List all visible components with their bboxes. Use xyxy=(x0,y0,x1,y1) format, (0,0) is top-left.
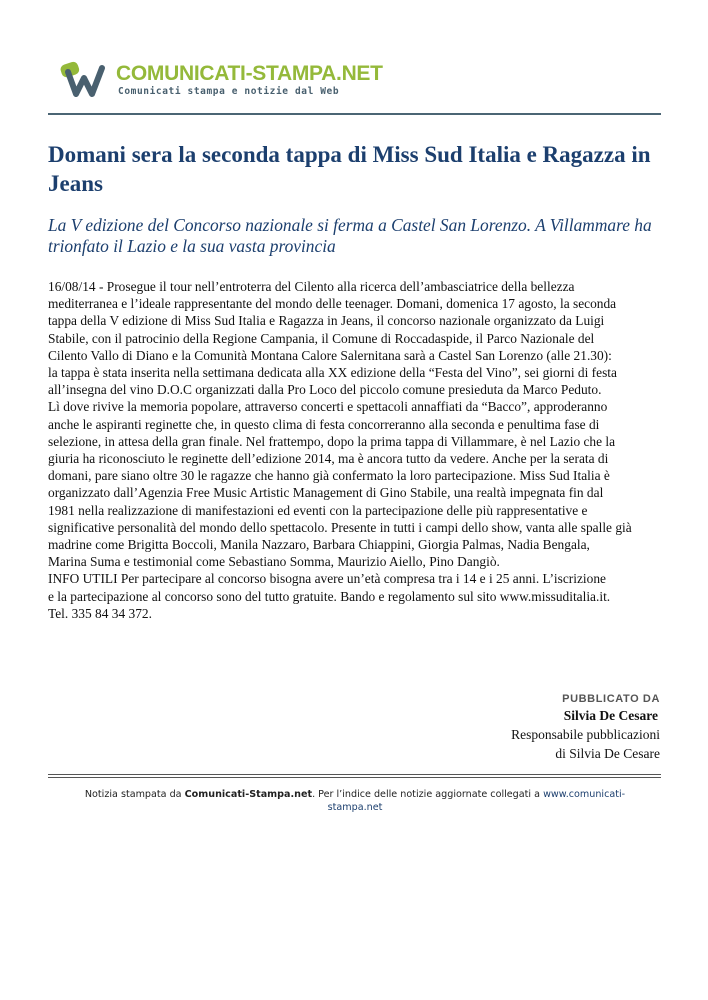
publisher-role: Responsabile pubblicazioni xyxy=(511,727,660,742)
article-body-line: domani, pare siano oltre 30 le ragazze che hanno già confermato la loro partecipazione. Miss Sud Italia è xyxy=(48,468,610,484)
article-body-line: tappa della V edizione di Miss Sud Italia e Ragazza in Jeans, il concorso nazionale organizzato da Luigi xyxy=(48,313,605,329)
article-body-line: 1981 nella realizzazione di manifestazioni ed eventi con la partecipazione delle più rappresentative e xyxy=(48,502,588,518)
article-body-line: Stabile, con il patrocinio della Regione Campania, il Comune di Roccadaspide, il Parco Nazionale del xyxy=(48,330,595,346)
article-body-line: mediterranea e l’ideale rappresentante del mondo delle teenager. Domani, domenica 17 agosto, la seconda xyxy=(48,296,617,312)
article-body-line: 16/08/14 - Prosegue il tour nell’entroterra del Cilento alla ricerca dell’ambasciatrice della bellezza xyxy=(48,279,575,294)
footer-site-link[interactable]: www.comunicati-stampa.net xyxy=(327,789,626,813)
article-subtitle: La V edizione del Concorso nazionale si ferma a Castel San Lorenzo. A Villammare ha trionfato il Lazio e la sua vasta provincia xyxy=(48,215,652,256)
article-body-line: Lì dove rivive la memoria popolare, attraverso concerti e spettacoli annaffiati da “Bacco”, approderanno xyxy=(48,399,608,415)
article-body-line: madrine come Brigitta Boccoli, Manila Nazzaro, Barbara Chiappini, Giorgia Palmas, Nadia Bengala, xyxy=(48,537,590,553)
article-body-line: INFO UTILI Per partecipare al concorso bisogna avere un’età compresa tra i 14 e i 25 anni. L’iscrizione xyxy=(48,571,606,587)
header-divider xyxy=(48,113,661,115)
footer-site-name: Comunicati-Stampa.net xyxy=(184,789,313,800)
article-body-line: selezione, in attesa della gran finale. Nel frattempo, dopo la prima tappa di Villammare, è nel Lazio che la xyxy=(48,433,616,449)
publisher-attribution: di Silvia De Cesare xyxy=(555,746,660,761)
publisher-name: Silvia De Cesare xyxy=(563,708,658,723)
article-body-line: organizzato dall’Agenzia Free Music Artistic Management di Gino Stabile, una realtà impegnata fin dal xyxy=(48,485,604,501)
article-body-line: all’insegna del vino D.O.C organizzati dalla Pro Loco del piccolo comune presieduta da Marco Peduto. xyxy=(48,382,602,398)
footer-prefix: Notizia stampata da xyxy=(84,789,185,800)
article-body-line: anche le aspiranti reginette che, in questo clima di festa concorreranno alla seconda e penultima fase di xyxy=(48,416,600,432)
article-body-line: significative personalità del mondo dello spettacolo. Presente in tutti i campi dello show, vanta alle spalle già xyxy=(48,519,632,535)
article-body-line: la tappa è stata inserita nella settimana dedicata alla XX edizione della “Festa del Vino”, sei giorni di festa xyxy=(48,365,617,381)
footer-middle: . Per l’indice delle notizie aggiornate collegati a xyxy=(312,789,544,800)
logo-subtitle: Comunicati stampa e notizie dal Web xyxy=(118,86,340,97)
article-body-line: Tel. 335 84 34 372. xyxy=(48,605,152,621)
footer-note xyxy=(60,788,650,814)
article-body-line: Marina Suma e testimonial come Sebastiano Somma, Maurizio Aiello, Pino Dangiò. xyxy=(48,554,500,570)
footer-divider-bottom xyxy=(48,777,661,778)
logo-w-icon xyxy=(60,60,108,100)
article-body xyxy=(48,278,664,622)
article-body-line: giuria ha riconosciuto le reginette dell’edizione 2014, ma è ancora tutto da vedere. Anche per la serata di xyxy=(48,451,609,467)
logo-title: COMUNICATI-STAMPA.NET xyxy=(116,62,383,85)
article-body-line: Cilento Vallo di Diano e la Comunità Montana Calore Salernitana sarà a Castel San Lorenzo (alle 21.30): xyxy=(48,347,612,363)
article-body-line: e la partecipazione al concorso sono del tutto gratuite. Bando e regolamento sul sito www.missuditalia.it. xyxy=(48,588,611,604)
article-title: Domani sera la seconda tappa di Miss Sud Italia e Ragazza in Jeans xyxy=(48,142,651,196)
footer-divider-top xyxy=(48,774,661,775)
published-by-label: PUBBLICATO DA xyxy=(562,693,660,705)
